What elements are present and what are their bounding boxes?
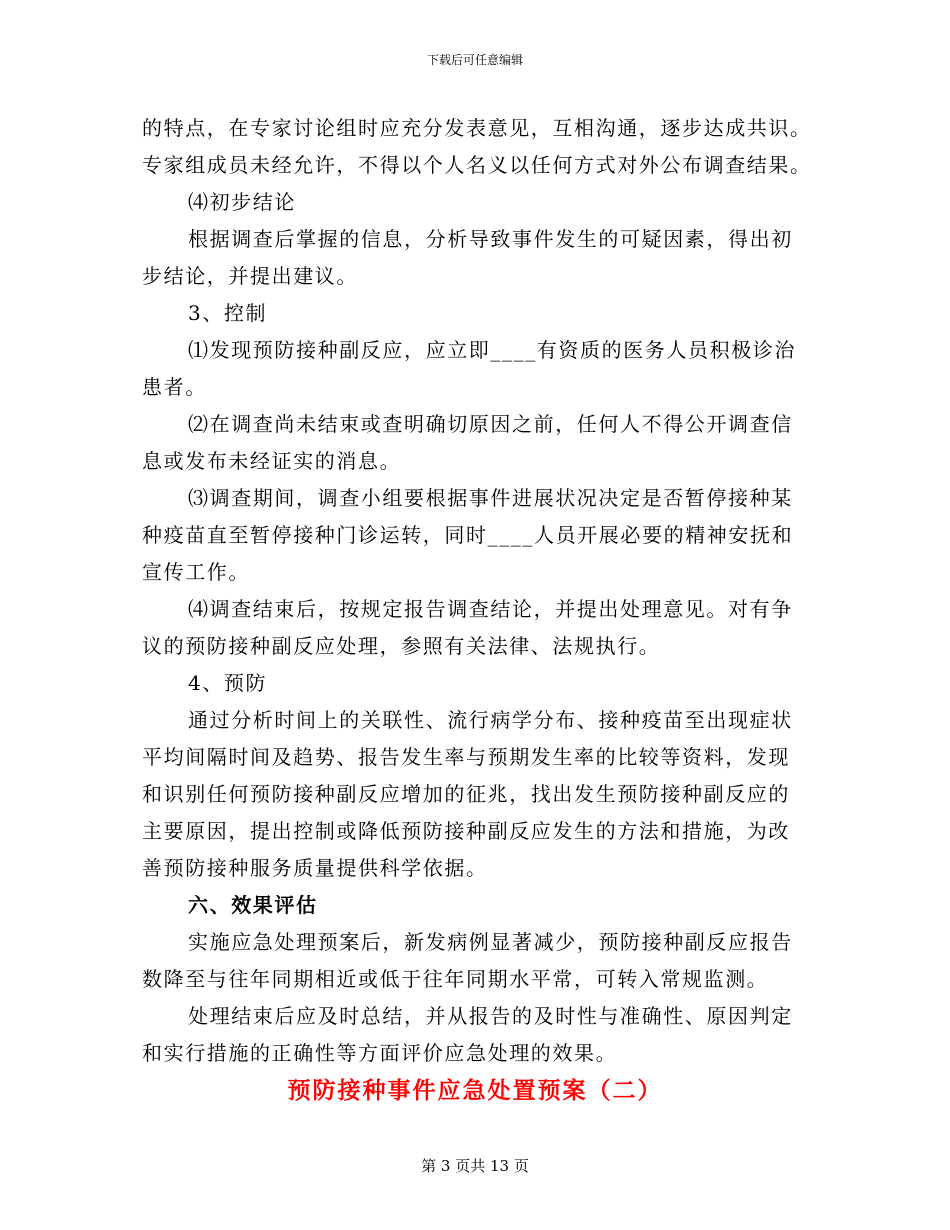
paragraph-line: 种疫苗直至暂停接种门诊运转，同时____人员开展必要的精神安抚和 bbox=[142, 523, 794, 547]
paragraph-line: 息或发布未经证实的消息。 bbox=[142, 449, 402, 473]
paragraph-line: 根据调查后掌握的信息，分析导致事件发生的可疑因素，得出初 bbox=[188, 227, 793, 251]
paragraph-line: 的特点，在专家讨论组时应充分发表意见，互相沟通，逐步达成共识。 bbox=[142, 116, 812, 140]
document-body bbox=[142, 110, 814, 1072]
paragraph-line: ⑵在调查尚未结束或查明确切原因之前，任何人不得公开调查信 bbox=[188, 412, 793, 436]
paragraph-line: 实施应急处理预案后，新发病例显著减少，预防接种副反应报告 bbox=[188, 930, 793, 954]
paragraph-line: 数降至与往年同期相近或低于往年同期水平常，可转入常规监测。 bbox=[142, 967, 769, 991]
paragraph-line: 主要原因，提出控制或降低预防接种副反应发生的方法和措施，为改 bbox=[142, 819, 790, 843]
paragraph-line: ⑶调查期间，调查小组要根据事件进展状况决定是否暂停接种某 bbox=[188, 486, 793, 510]
next-document-title: 预防接种事件应急处置预案（二） bbox=[287, 1078, 663, 1104]
page-number: 第 3 页共 13 页 bbox=[421, 1157, 529, 1175]
paragraph-line: 宣传工作。 bbox=[142, 560, 250, 584]
paragraph-line: 通过分析时间上的关联性、流行病学分布、接种疫苗至出现症状 bbox=[188, 708, 793, 732]
paragraph-line: 步结论，并提出建议。 bbox=[142, 264, 358, 288]
paragraph-line: 平均间隔时间及趋势、报告发生率与预期发生率的比较等资料，发现 bbox=[142, 745, 790, 769]
paragraph-line: 处理结束后应及时总结，并从报告的及时性与准确性、原因判定 bbox=[188, 1004, 793, 1028]
subheading-preliminary-conclusion: ⑷初步结论 bbox=[188, 190, 296, 214]
section-heading-effect-evaluation: 六、效果评估 bbox=[188, 893, 318, 917]
paragraph-line: 议的预防接种副反应处理，参照有关法律、法规执行。 bbox=[142, 634, 661, 658]
subheading-prevention: 4、预防 bbox=[188, 671, 268, 695]
paragraph-line: 善预防接种服务质量提供科学依据。 bbox=[142, 856, 488, 880]
subheading-control: 3、控制 bbox=[188, 301, 268, 325]
paragraph-line: ⑷调查结束后，按规定报告调查结论，并提出处理意见。对有争 bbox=[188, 597, 793, 621]
paragraph-line: ⑴发现预防接种副反应，应立即____有资质的医务人员积极诊治 bbox=[188, 338, 796, 362]
page-header-note: 下载后可任意编辑 bbox=[426, 53, 523, 67]
paragraph-line: 专家组成员未经允许，不得以个人名义以任何方式对外公布调查结果。 bbox=[142, 153, 812, 177]
paragraph-line: 和识别任何预防接种副反应增加的征兆，找出发生预防接种副反应的 bbox=[142, 782, 790, 806]
paragraph-line: 和实行措施的正确性等方面评价应急处理的效果。 bbox=[142, 1041, 618, 1065]
paragraph-line: 患者。 bbox=[142, 375, 207, 399]
